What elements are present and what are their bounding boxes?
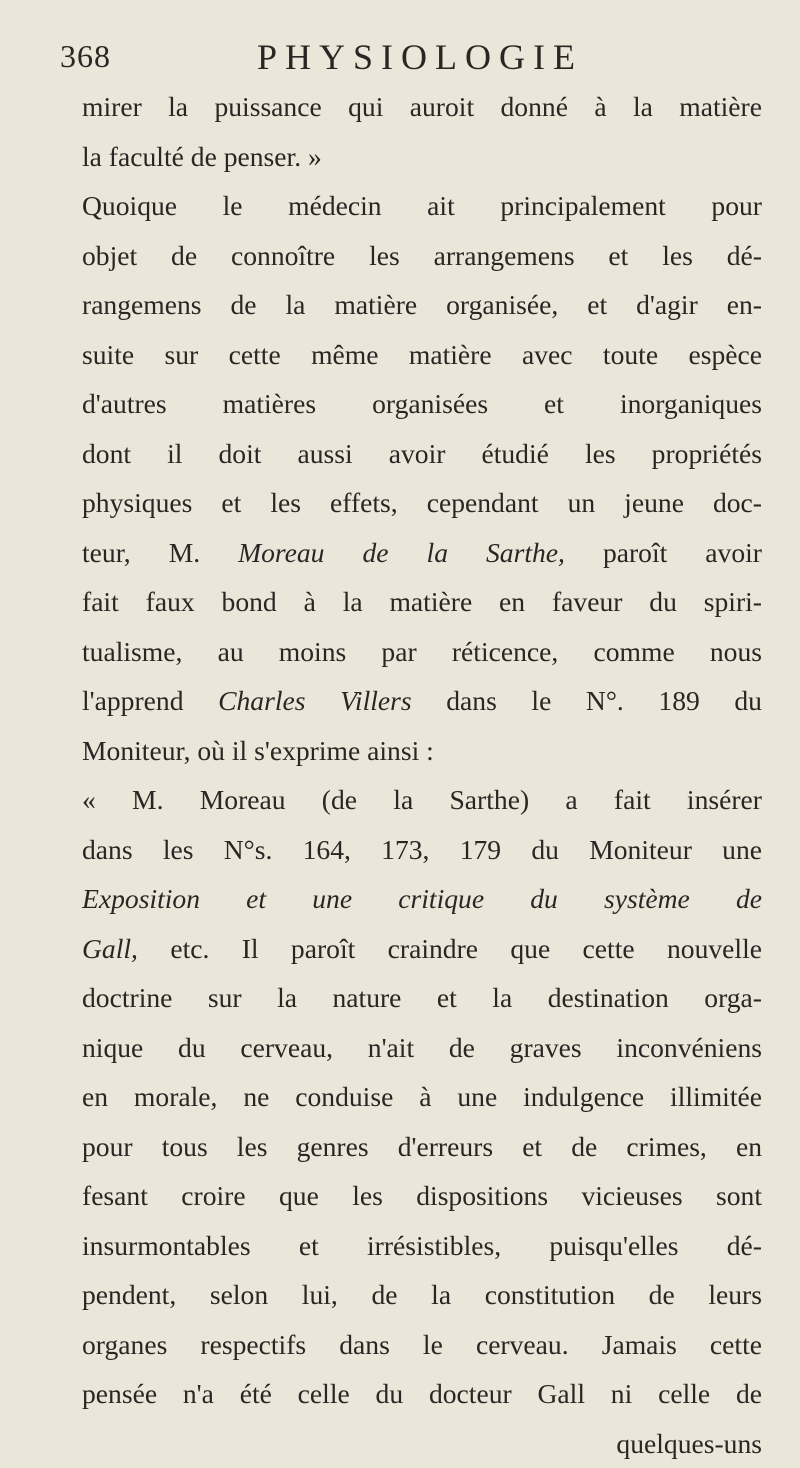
line-text: tualisme, au moins par réticence, comme nous <box>82 636 762 667</box>
text-line <box>82 1171 762 1221</box>
line-text: teur, M. <box>82 537 238 568</box>
text-line <box>82 874 762 924</box>
line-text: organes respectifs dans le cerveau. Jamais cette <box>82 1329 762 1360</box>
line-text: Moniteur, où il s'exprime ainsi : <box>82 735 434 766</box>
text-line <box>82 280 762 330</box>
line-text: nique du cerveau, n'ait de graves inconvéniens <box>82 1032 762 1063</box>
text-line <box>82 825 762 875</box>
italic-text: Exposition et une critique du système de <box>82 883 762 914</box>
text-line <box>82 676 762 726</box>
line-text: paroît avoir <box>565 537 762 568</box>
text-line <box>82 1419 762 1468</box>
line-text: insurmontables et irrésistibles, puisqu'elles dé- <box>82 1230 762 1261</box>
text-line <box>82 330 762 380</box>
text-line <box>82 1369 762 1419</box>
line-text: pour tous les genres d'erreurs et de crimes, en <box>82 1131 762 1162</box>
line-text: « M. Moreau (de la Sarthe) a fait insérer <box>82 784 762 815</box>
line-text: la faculté de penser. » <box>82 141 322 172</box>
line-text: dans les N°s. 164, 173, 179 du Moniteur une <box>82 834 762 865</box>
line-text: dont il doit aussi avoir étudié les propriétés <box>82 438 762 469</box>
line-text: pendent, selon lui, de la constitution de leurs <box>82 1279 762 1310</box>
text-line <box>82 973 762 1023</box>
text-line <box>82 1221 762 1271</box>
running-title: PHYSIOLOGIE <box>257 36 583 78</box>
text-line <box>82 924 762 974</box>
page-header <box>60 38 760 82</box>
text-line <box>82 1270 762 1320</box>
italic-text: Gall, <box>82 933 138 964</box>
text-line <box>82 1023 762 1073</box>
text-line <box>82 82 762 132</box>
line-text: etc. Il paroît craindre que cette nouvelle <box>138 933 762 964</box>
text-line <box>82 379 762 429</box>
text-line <box>82 627 762 677</box>
text-line <box>82 478 762 528</box>
line-text: dans le N°. 189 du <box>412 685 762 716</box>
line-text: doctrine sur la nature et la destination orga- <box>82 982 762 1013</box>
page-number: 368 <box>60 38 111 75</box>
italic-text: Moreau de la Sarthe, <box>238 537 565 568</box>
text-line <box>82 775 762 825</box>
italic-text: Charles Villers <box>218 685 412 716</box>
text-line <box>82 1072 762 1122</box>
text-line <box>82 726 762 776</box>
text-line <box>82 1320 762 1370</box>
body-text <box>82 82 762 1468</box>
line-text: quelques-uns <box>616 1428 762 1459</box>
text-line <box>82 577 762 627</box>
line-text: d'autres matières organisées et inorganiques <box>82 388 762 419</box>
text-line <box>82 231 762 281</box>
line-text: fesant croire que les dispositions vicieuses sont <box>82 1180 762 1211</box>
line-text: rangemens de la matière organisée, et d'agir en- <box>82 289 762 320</box>
text-line <box>82 132 762 182</box>
line-text: physiques et les effets, cependant un jeune doc- <box>82 487 762 518</box>
line-text: suite sur cette même matière avec toute espèce <box>82 339 762 370</box>
line-text: en morale, ne conduise à une indulgence illimitée <box>82 1081 762 1112</box>
text-line <box>82 181 762 231</box>
line-text: pensée n'a été celle du docteur Gall ni celle de <box>82 1378 762 1409</box>
line-text: mirer la puissance qui auroit donné à la matière <box>82 91 762 122</box>
text-line <box>82 528 762 578</box>
text-line <box>82 1122 762 1172</box>
text-line <box>82 429 762 479</box>
line-text: Quoique le médecin ait principalement pour <box>82 190 762 221</box>
line-text: l'apprend <box>82 685 218 716</box>
line-text: objet de connoître les arrangemens et les dé- <box>82 240 762 271</box>
line-text: fait faux bond à la matière en faveur du spiri- <box>82 586 762 617</box>
